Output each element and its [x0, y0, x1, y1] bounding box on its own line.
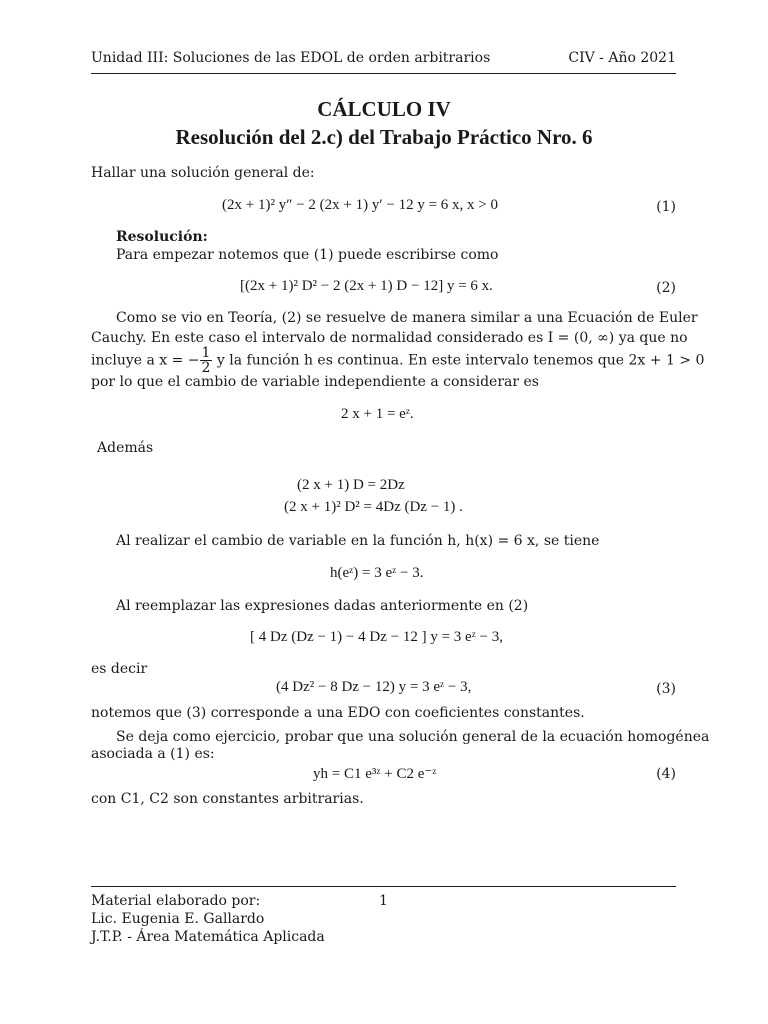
equation-derivative-1: (2 x + 1) D = 2Dz: [297, 477, 405, 493]
footer-author-name: Lic. Eugenia E. Gallardo: [91, 911, 265, 927]
paragraph-6: es decir: [91, 661, 148, 677]
fraction-denominator: 2: [201, 360, 211, 376]
paragraph-2-line-3-b: y la función h es continua. En este intervalo tenemos que 2x + 1 > 0: [212, 352, 705, 369]
equation-1-number: (1): [656, 199, 676, 215]
paragraph-2-line-4: por lo que el cambio de variable independiente a considerar es: [91, 374, 539, 390]
document-title: CÁLCULO IV: [317, 97, 451, 121]
footer-rule: [91, 886, 676, 887]
equation-2: [(2x + 1)² D² − 2 (2x + 1) D − 12] y = 6 x.: [240, 278, 493, 294]
paragraph-3: Además: [97, 440, 154, 456]
paragraph-9: con C1, C2 son constantes arbitrarias.: [91, 791, 364, 807]
paragraph-4: Al realizar el cambio de variable en la función h, h(x) = 6 x, se tiene: [116, 533, 600, 549]
fraction-numerator: 1: [201, 345, 211, 361]
equation-h: h(eᶻ) = 3 eᶻ − 3.: [330, 565, 424, 581]
paragraph-2-line-3: [91, 346, 704, 375]
running-header-right: CIV - Año 2021: [568, 50, 676, 66]
footer-author-label: Material elaborado por:: [91, 893, 261, 909]
resolution-heading: Resolución:: [116, 229, 208, 245]
equation-4: yh = C1 e³ᶻ + C2 e⁻ᶻ: [313, 766, 437, 782]
equation-derivative-2: (2 x + 1)² D² = 4Dz (Dz − 1) .: [284, 499, 463, 515]
document-subtitle: Resolución del 2.c) del Trabajo Práctico Nro. 6: [175, 125, 593, 149]
equation-2-number: (2): [656, 280, 676, 296]
paragraph-7: notemos que (3) corresponde a una EDO con coeficientes constantes.: [91, 705, 585, 721]
running-header-left: Unidad III: Soluciones de las EDOL de orden arbitrarios: [91, 50, 491, 66]
equation-substitution: 2 x + 1 = eᶻ.: [341, 406, 414, 422]
page-number: 1: [379, 893, 388, 909]
paragraph-2-line-3-a: incluye a x = −: [91, 352, 200, 369]
paragraph-2-line-1: Como se vio en Teoría, (2) se resuelve de manera similar a una Ecuación de Euler: [116, 310, 698, 326]
equation-3: (4 Dz² − 8 Dz − 12) y = 3 eᶻ − 3,: [276, 679, 472, 695]
equation-replacement: [ 4 Dz (Dz − 1) − 4 Dz − 12 ] y = 3 eᶻ − 3,: [250, 629, 504, 645]
equation-3-number: (3): [656, 681, 676, 697]
equation-4-number: (4): [656, 766, 676, 782]
paragraph-2-line-2: Cauchy. En este caso el intervalo de normalidad considerado es I = (0, ∞) ya que no: [91, 330, 688, 346]
equation-1: (2x + 1)² y″ − 2 (2x + 1) y′ − 12 y = 6 x, x > 0: [222, 197, 499, 213]
paragraph-8-line-1: Se deja como ejercicio, probar que una solución general de la ecuación homogénea: [116, 729, 710, 745]
footer-affiliation: J.T.P. - Área Matemática Aplicada: [91, 929, 325, 945]
paragraph-5: Al reemplazar las expresiones dadas anteriormente en (2): [116, 598, 529, 614]
paragraph-1: Para empezar notemos que (1) puede escribirse como: [116, 247, 499, 263]
intro-text: Hallar una solución general de:: [91, 165, 315, 181]
header-rule: [91, 73, 676, 74]
fraction-one-half: [200, 346, 213, 375]
paragraph-8-line-2: asociada a (1) es:: [91, 746, 215, 762]
